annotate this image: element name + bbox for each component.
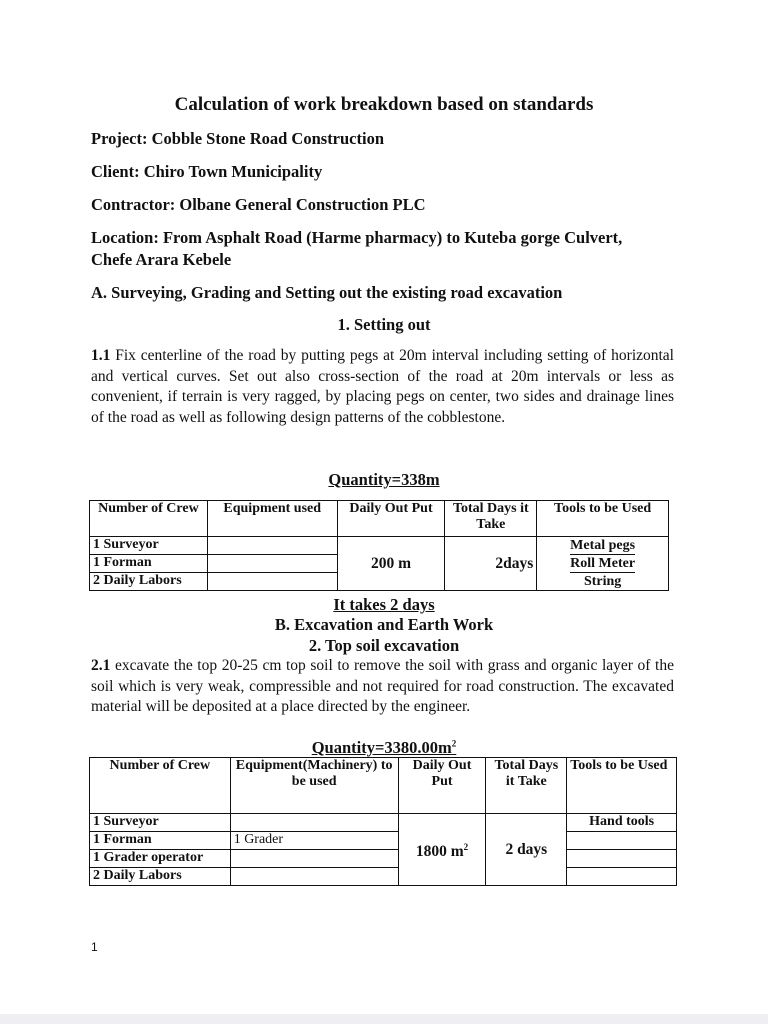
setting-out-heading: 1. Setting out xyxy=(337,315,431,334)
paragraph-1-1 xyxy=(91,346,674,428)
page-number: 1 xyxy=(91,940,98,954)
tool-item: Metal pegs xyxy=(570,538,636,553)
tools-cell xyxy=(537,537,669,591)
crew-item: 2 Daily Labors xyxy=(93,868,182,883)
header-daily-output: Daily Out Put xyxy=(398,758,486,814)
crew-item: 1 Surveyor xyxy=(90,814,230,832)
document-title: Calculation of work breakdown based on standards xyxy=(174,94,594,115)
client-line: Client: Chiro Town Municipality xyxy=(91,162,323,181)
daily-output-unit-exponent: 2 xyxy=(463,841,469,852)
top-soil-heading: 2. Top soil excavation xyxy=(308,636,460,655)
crew-cell xyxy=(90,537,208,591)
daily-output-value xyxy=(398,814,486,886)
quantity-1: Quantity=338m xyxy=(328,470,440,489)
header-daily-output: Daily Out Put xyxy=(337,501,445,537)
contractor-line: Contractor: Olbane General Construction PLC xyxy=(91,195,426,214)
paragraph-2-1-text: excavate the top 20-25 cm top soil to remove the soil with grass and organic layer of the soil which is very weak, compressible and not required for road construction. The excavated material will be deposited at a place directed by the engineer. xyxy=(91,657,674,715)
tool-item: Roll Meter xyxy=(570,556,636,571)
bottom-strip xyxy=(0,1014,768,1024)
location-line-2: Chefe Arara Kebele xyxy=(91,250,232,269)
header-tools: Tools to be Used xyxy=(567,758,677,814)
crew-item: 1 Forman xyxy=(90,832,230,850)
header-total-days: Total Days it Take xyxy=(486,758,567,814)
paragraph-2-1-number: 2.1 xyxy=(91,657,111,674)
daily-output-text: 1800 m xyxy=(415,843,464,861)
tool-item: Hand tools xyxy=(567,814,676,832)
tools-cell xyxy=(567,814,677,886)
total-days-value: 2 days xyxy=(486,814,567,886)
daily-output-value: 200 m xyxy=(337,537,445,591)
setting-out-table xyxy=(89,500,669,591)
paragraph-1-1-text: Fix centerline of the road by putting pegs at 20m interval including setting of horizontal and vertical curves. Set out also cross-section of the road at 20m intervals or less as convenient, if terrain is very ragged, by placing pegs on center, two sides and drainage lines of the road as well as following design patterns of the cobblestone. xyxy=(91,347,674,426)
paragraph-2-1 xyxy=(91,656,674,718)
equipment-item: 1 Grader xyxy=(231,832,398,850)
crew-item: 2 Daily Labors xyxy=(93,573,182,588)
total-days-value: 2days xyxy=(445,537,537,591)
quantity-2 xyxy=(0,738,768,758)
section-b-heading: B. Excavation and Earth Work xyxy=(274,615,494,634)
top-soil-table xyxy=(89,757,677,886)
tool-item: String xyxy=(583,574,622,589)
paragraph-1-1-number: 1.1 xyxy=(91,347,111,364)
quantity-2-text: Quantity=3380.00m xyxy=(311,738,452,757)
header-crew: Number of Crew xyxy=(90,758,231,814)
header-tools: Tools to be Used xyxy=(537,501,669,537)
crew-item: 1 Grader operator xyxy=(90,850,230,868)
section-a-heading: A. Surveying, Grading and Setting out the existing road excavation xyxy=(91,283,563,302)
takes-days-note: It takes 2 days xyxy=(333,595,435,614)
equipment-cell xyxy=(207,537,337,591)
header-total-days: Total Days it Take xyxy=(445,501,537,537)
crew-item: 1 Forman xyxy=(90,555,207,573)
header-equipment: Equipment(Machinery) to be used xyxy=(230,758,398,814)
crew-item: 1 Surveyor xyxy=(90,537,207,555)
equipment-cell xyxy=(230,814,398,886)
crew-cell xyxy=(90,814,231,886)
project-line: Project: Cobble Stone Road Construction xyxy=(91,129,385,148)
quantity-2-unit-exponent: 2 xyxy=(451,738,457,749)
header-crew: Number of Crew xyxy=(90,501,208,537)
header-equipment: Equipment used xyxy=(207,501,337,537)
location-line-1: Location: From Asphalt Road (Harme pharmacy) to Kuteba gorge Culvert, xyxy=(91,228,623,247)
